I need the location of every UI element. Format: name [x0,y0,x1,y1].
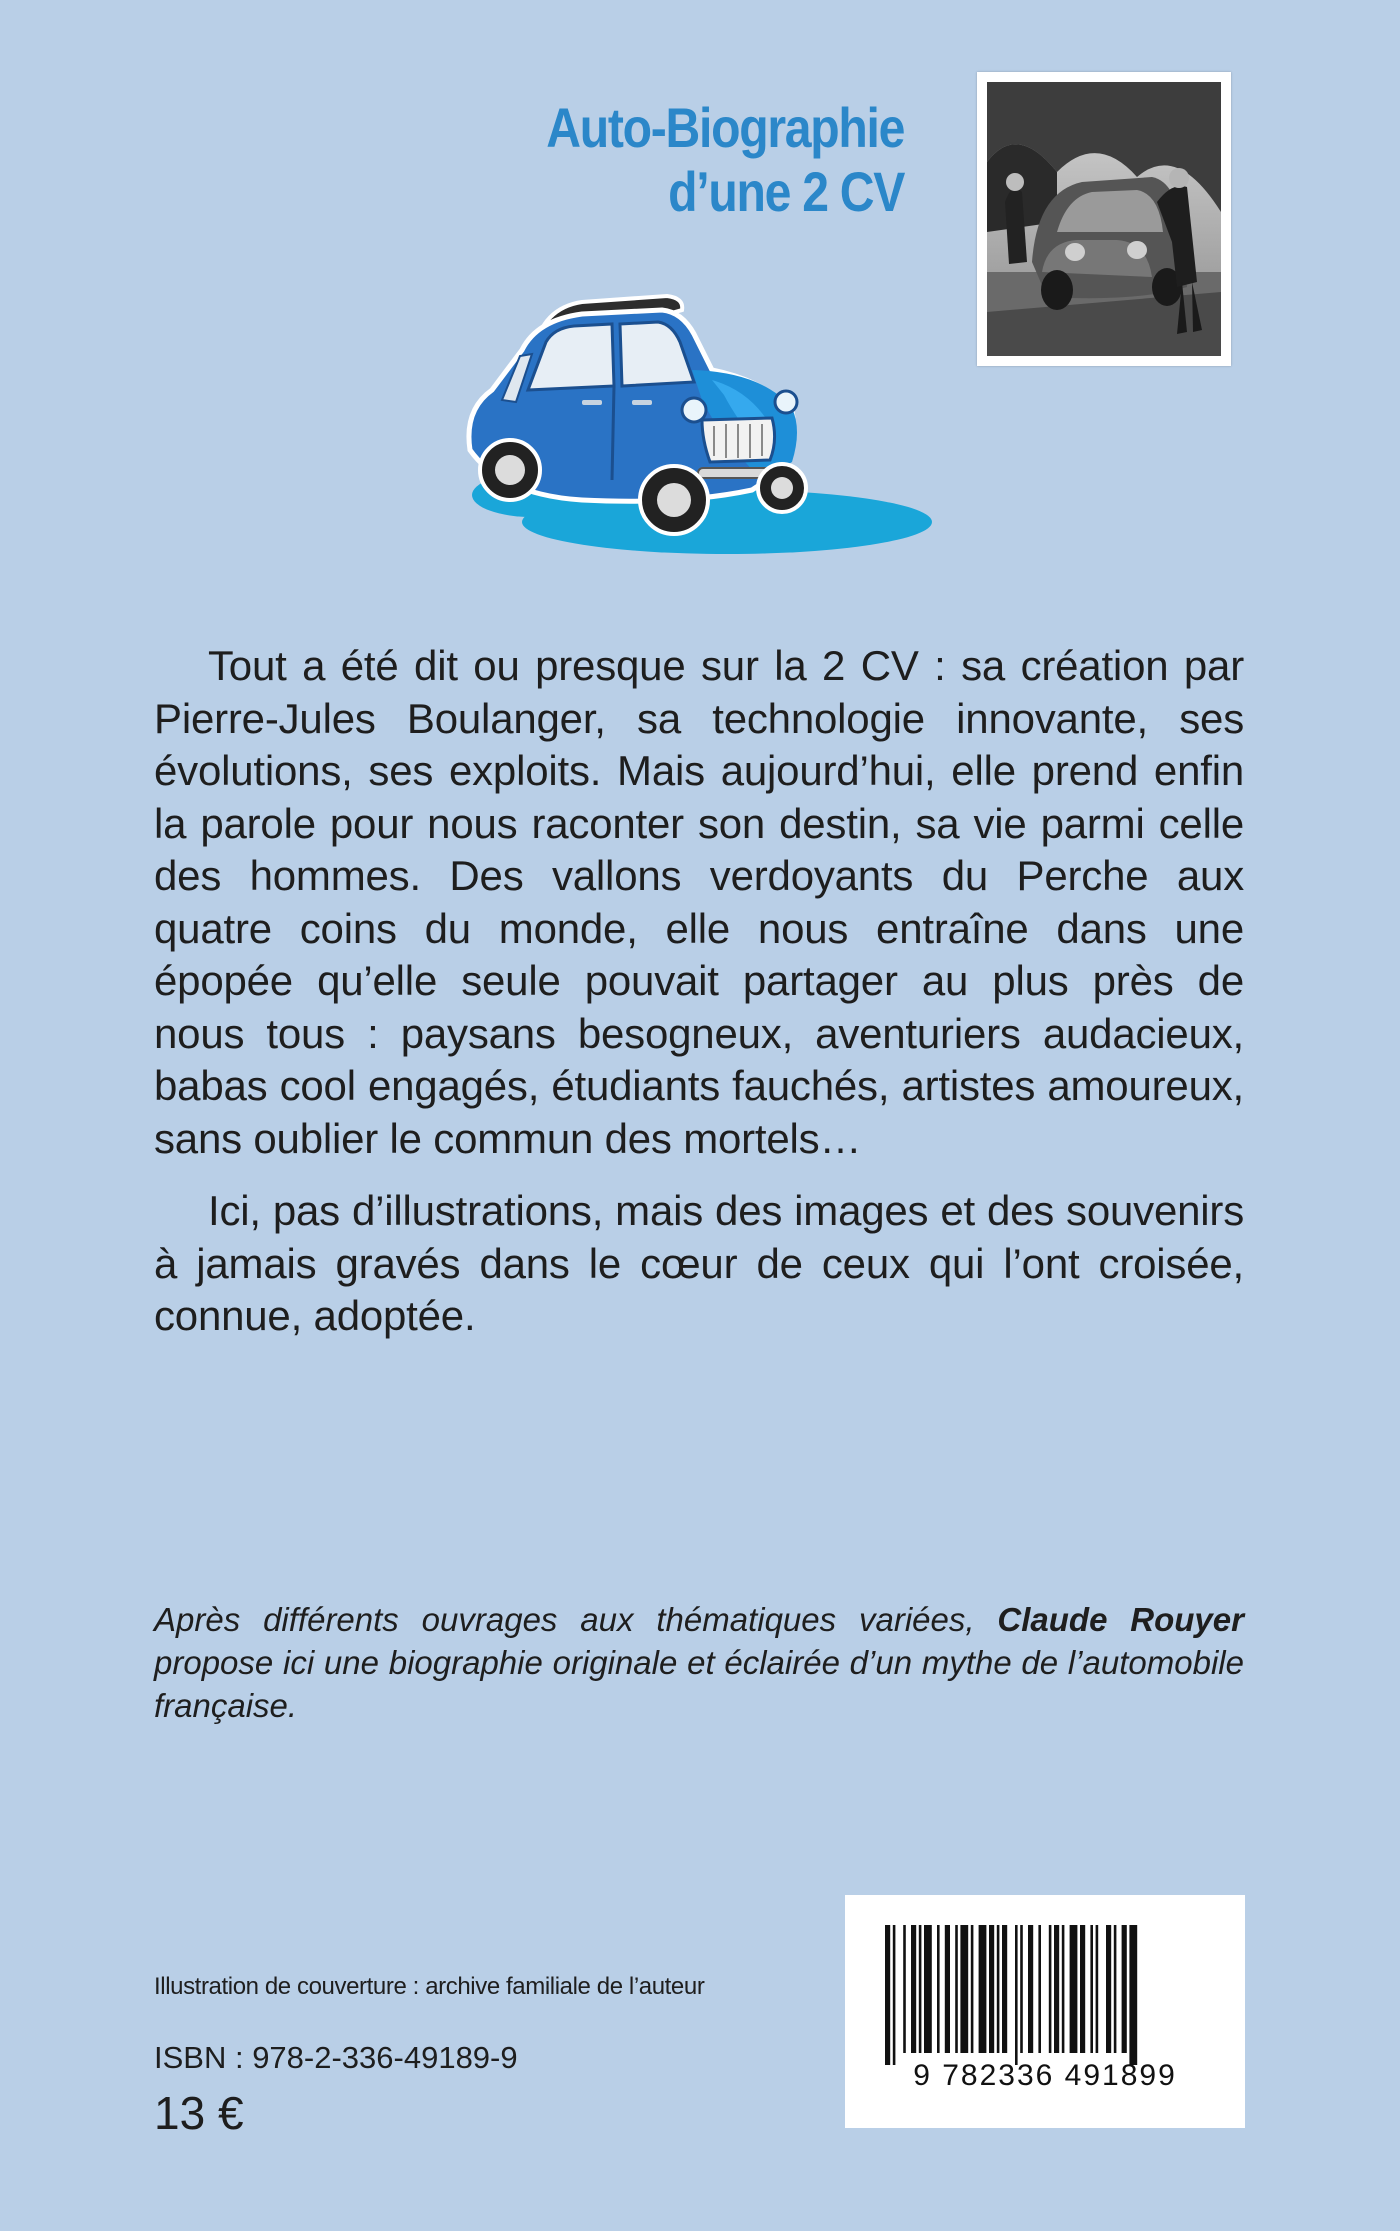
author-name: Claude Rouyer [997,1601,1244,1638]
barcode-bar [919,1925,922,2053]
author-note-intro: Après différents ouvrages aux thématiques variées, [154,1601,998,1638]
cover-illustration-credit: Illustration de couverture : archive familiale de l’auteur [154,1973,705,2000]
barcode-bars [845,1895,1245,2128]
barcode-bar [979,1925,987,2053]
barcode-bar [1129,1925,1137,2065]
barcode-bar [903,1925,906,2053]
author-note [154,1598,1244,1727]
blurb-paragraph-2: Ici, pas d’illustrations, mais des images et des souvenirs à jamais gravés dans le cœur de ceux qui l’ont croisée, connue, adoptée. [154,1187,1244,1339]
isbn: ISBN : 978-2-336-49189-9 [154,2040,518,2075]
title-line-1: Auto-Biographie [546,96,904,159]
archive-photo [977,72,1231,366]
barcode-bar [997,1925,1000,2053]
barcode-bar [1028,1925,1033,2053]
barcode-bar [1038,1925,1041,2053]
book-title [546,96,904,224]
barcode-bar [989,1925,994,2053]
barcode-bar [1096,1925,1099,2053]
barcode-bar [1049,1925,1052,2053]
title-line-2: d’une 2 CV [668,160,904,223]
barcode-bar [1090,1925,1093,2053]
back-cover-blurb [154,640,1244,1343]
black-and-white-2cv-photo [987,82,1221,356]
blurb-paragraph-1: Tout a été dit ou presque sur la 2 CV : sa création par Pierre-Jules Boulanger, sa technologie innovante, ses évolutions, ses exploits. Mais aujourd’hui, elle prend enfin la parole pour nous raconter son destin, sa vie parmi celle des hommes. Des vallons verdoyants du Perche aux quatre coins du monde, elle nous entraîne dans une épopée qu’elle seule pouvait partager au plus près de nous tous : paysans besogneux, aventuriers audacieux, babas cool engagés, étudiants fauchés, artistes amoureux, sans oublier le commun des mortels… [154,642,1244,1162]
barcode-bar [945,1925,950,2053]
barcode-bar [885,1925,890,2065]
blue-2cv-illustration [462,290,940,568]
barcode-bar [1054,1925,1059,2053]
barcode-bar [1062,1925,1065,2053]
barcode-bar [1015,1925,1018,2065]
barcode-bar [1080,1925,1085,2053]
price: 13 € [154,2087,244,2139]
barcode-digits: 9 782336 491899 [913,2059,1177,2092]
barcode-bar [893,1925,896,2065]
barcode-bar [955,1925,958,2053]
barcode-bar [1114,1925,1117,2053]
barcode-bar [924,1925,932,2053]
barcode-bar [1070,1925,1078,2053]
barcode-bar [1020,1925,1023,2053]
barcode-bar [960,1925,968,2053]
barcode-bar [1002,1925,1007,2053]
barcode-bar [971,1925,974,2053]
barcode [845,1895,1245,2128]
author-note-rest: propose ici une biographie originale et éclairée d’un mythe de l’automobile française. [154,1644,1244,1724]
barcode-bar [1106,1925,1111,2053]
barcode-bar [1122,1925,1127,2053]
barcode-bar [937,1925,940,2053]
barcode-bar [911,1925,916,2053]
